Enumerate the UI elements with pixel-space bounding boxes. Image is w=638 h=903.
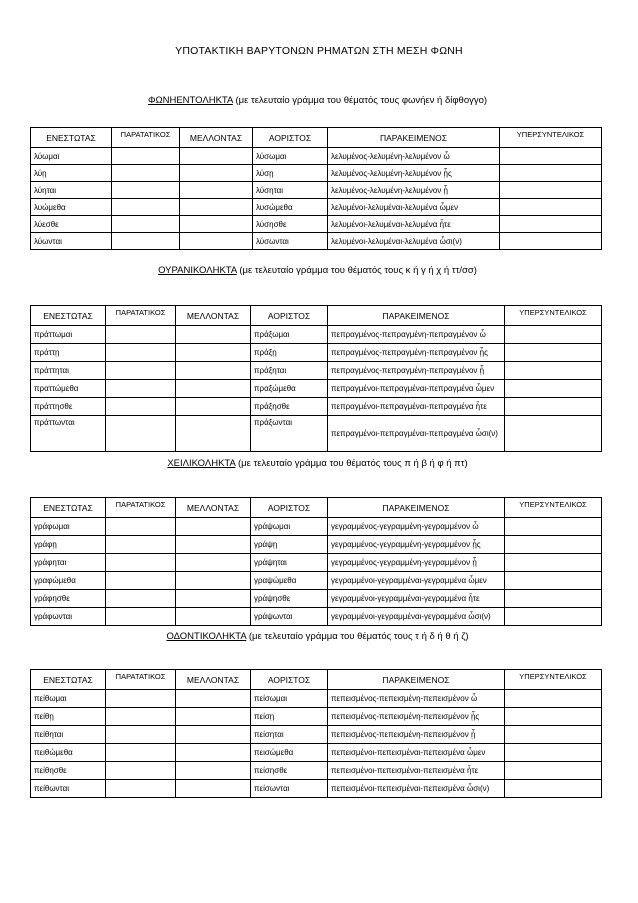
cell-pluperfect (505, 608, 602, 626)
cell-perfect: γεγραμμένοι-γεγραμμέναι-γεγραμμένα ἦτε (328, 590, 505, 608)
cell-imperfect (112, 233, 180, 250)
cell-future (176, 726, 251, 744)
section-name: ΟΔΟΝΤΙΚΟΛΗΚΤΑ (166, 631, 247, 642)
section-heading (30, 95, 605, 106)
cell-present: πείθηται (31, 726, 106, 744)
section-description: (με τελευταίο γράμμα του θέματός τους τ ή δ ή θ ή ζ) (246, 631, 469, 642)
header-pluperfect: ΥΠΕΡΣΥΝΤΕΛΙΚΟΣ (505, 306, 602, 326)
header-pluperfect: ΥΠΕΡΣΥΝΤΕΛΙΚΟΣ (505, 670, 602, 690)
cell-future (176, 572, 251, 590)
table-row (31, 148, 602, 165)
cell-future (176, 744, 251, 762)
cell-aorist: γράψωνται (251, 608, 328, 626)
cell-future (176, 780, 251, 798)
cell-present: λύωνται (31, 233, 112, 250)
cell-perfect: λελυμένοι-λελυμέναι-λελυμένα ὦμεν (328, 199, 500, 216)
cell-pluperfect (505, 590, 602, 608)
cell-perfect: πεπεισμένος-πεπεισμένη-πεπεισμένον ὦ (328, 690, 505, 708)
header-imperfect: ΠΑΡΑΤΑΤΙΚΟΣ (106, 670, 176, 690)
cell-perfect: πεπεισμένοι-πεπεισμέναι-πεπεισμένα ὦμεν (328, 744, 505, 762)
cell-imperfect (106, 416, 176, 452)
cell-present: γράφηται (31, 554, 106, 572)
cell-perfect: πεπραγμένος-πεπραγμένη-πεπραγμένον ὦ (328, 326, 505, 344)
cell-aorist: πείσῃ (251, 708, 328, 726)
table-header-row (31, 306, 602, 326)
table-row (31, 182, 602, 199)
cell-future (180, 233, 253, 250)
header-present: ΕΝΕΣΤΩΤΑΣ (31, 306, 106, 326)
header-future: ΜΕΛΛΟΝΤΑΣ (180, 128, 253, 148)
table-header-row (31, 670, 602, 690)
table-row (31, 708, 602, 726)
cell-future (180, 165, 253, 182)
header-imperfect: ΠΑΡΑΤΑΤΙΚΟΣ (106, 306, 176, 326)
cell-aorist: γράψῃ (251, 536, 328, 554)
header-present: ΕΝΕΣΤΩΤΑΣ (31, 498, 106, 518)
cell-aorist: λύσησθε (253, 216, 328, 233)
section-description: (με τελευταίο γράμμα του θέματός τους φωνήεν ή δίφθογγο) (232, 95, 488, 106)
cell-pluperfect (500, 216, 602, 233)
cell-future (176, 536, 251, 554)
cell-future (176, 416, 251, 452)
cell-imperfect (106, 744, 176, 762)
cell-present: γράφωμαι (31, 518, 106, 536)
conjugation-table (30, 127, 602, 250)
cell-aorist: λύσωνται (253, 233, 328, 250)
section-name: ΧΕΙΛΙΚΟΛΗΚΤΑ (167, 458, 236, 469)
cell-imperfect (106, 536, 176, 554)
header-perfect: ΠΑΡΑΚΕΙΜΕΝΟΣ (328, 128, 500, 148)
header-imperfect: ΠΑΡΑΤΑΤΙΚΟΣ (106, 498, 176, 518)
cell-future (176, 362, 251, 380)
section-description: (με τελευταίο γράμμα του θέματός τους κ ή γ ή χ ή ττ/σσ) (236, 265, 477, 276)
cell-aorist: λύσωμαι (253, 148, 328, 165)
header-perfect: ΠΑΡΑΚΕΙΜΕΝΟΣ (328, 670, 505, 690)
cell-present: πράττωνται (31, 416, 106, 452)
cell-imperfect (112, 148, 180, 165)
cell-pluperfect (500, 165, 602, 182)
cell-future (176, 608, 251, 626)
cell-present: γραφώμεθα (31, 572, 106, 590)
cell-aorist: πράξησθε (251, 398, 328, 416)
cell-perfect: πεπεισμένος-πεπεισμένη-πεπεισμένον ᾖ (328, 726, 505, 744)
cell-imperfect (106, 690, 176, 708)
cell-imperfect (112, 182, 180, 199)
cell-aorist: λύσῃ (253, 165, 328, 182)
cell-imperfect (106, 762, 176, 780)
cell-perfect: λελυμένος-λελυμένη-λελυμένον ᾖ (328, 182, 500, 199)
table-row (31, 362, 602, 380)
table-row (31, 326, 602, 344)
conjugation-table (30, 669, 602, 798)
table-row (31, 572, 602, 590)
cell-pluperfect (505, 398, 602, 416)
cell-imperfect (106, 780, 176, 798)
cell-perfect: γεγραμμένος-γεγραμμένη-γεγραμμένον ᾖ (328, 554, 505, 572)
cell-aorist: λυσώμεθα (253, 199, 328, 216)
cell-perfect: πεπεισμένοι-πεπεισμέναι-πεπεισμένα ἦτε (328, 762, 505, 780)
cell-future (176, 518, 251, 536)
table-row (31, 344, 602, 362)
cell-present: πράττῃ (31, 344, 106, 362)
header-present: ΕΝΕΣΤΩΤΑΣ (31, 128, 112, 148)
cell-pluperfect (500, 148, 602, 165)
table-header-row (31, 498, 602, 518)
section-description: (με τελευταίο γράμμα του θέματός τους π ή β ή φ ή πτ) (235, 458, 468, 469)
cell-future (180, 148, 253, 165)
header-present: ΕΝΕΣΤΩΤΑΣ (31, 670, 106, 690)
table-header-row (31, 128, 602, 148)
cell-imperfect (112, 216, 180, 233)
cell-present: λύεσθε (31, 216, 112, 233)
cell-future (180, 216, 253, 233)
table-row (31, 216, 602, 233)
cell-perfect: γεγραμμένοι-γεγραμμέναι-γεγραμμένα ὦμεν (328, 572, 505, 590)
cell-perfect: πεπραγμένοι-πεπραγμέναι-πεπραγμένα ἦτε (328, 398, 505, 416)
cell-pluperfect (505, 416, 602, 452)
table-row (31, 199, 602, 216)
cell-perfect: πεπεισμένοι-πεπεισμέναι-πεπεισμένα ὦσι(ν) (328, 780, 505, 798)
cell-aorist: πράξηται (251, 362, 328, 380)
table-row (31, 233, 602, 250)
table-row (31, 554, 602, 572)
cell-aorist: γράψησθε (251, 590, 328, 608)
cell-imperfect (106, 608, 176, 626)
cell-present: πράττησθε (31, 398, 106, 416)
cell-present: πείθῃ (31, 708, 106, 726)
cell-present: γράφωνται (31, 608, 106, 626)
header-future: ΜΕΛΛΟΝΤΑΣ (176, 670, 251, 690)
header-imperfect: ΠΑΡΑΤΑΤΙΚΟΣ (112, 128, 180, 148)
cell-future (176, 398, 251, 416)
cell-present: πραττώμεθα (31, 380, 106, 398)
cell-pluperfect (505, 708, 602, 726)
table-row (31, 744, 602, 762)
cell-imperfect (112, 199, 180, 216)
cell-aorist: πείσηται (251, 726, 328, 744)
cell-present: λύῃ (31, 165, 112, 182)
cell-imperfect (106, 518, 176, 536)
cell-aorist: γραψώμεθα (251, 572, 328, 590)
cell-perfect: λελυμένοι-λελυμέναι-λελυμένα ὦσι(ν) (328, 233, 500, 250)
cell-present: γράφῃ (31, 536, 106, 554)
cell-imperfect (106, 398, 176, 416)
cell-perfect: πεπραγμένος-πεπραγμένη-πεπραγμένον ᾖς (328, 344, 505, 362)
cell-future (180, 182, 253, 199)
cell-pluperfect (505, 762, 602, 780)
header-aorist: ΑΟΡΙΣΤΟΣ (251, 306, 328, 326)
section-heading (30, 458, 605, 469)
cell-aorist: πράξῃ (251, 344, 328, 362)
cell-future (176, 326, 251, 344)
cell-present: γράφησθε (31, 590, 106, 608)
cell-pluperfect (505, 726, 602, 744)
header-pluperfect: ΥΠΕΡΣΥΝΤΕΛΙΚΟΣ (505, 498, 602, 518)
cell-imperfect (106, 362, 176, 380)
cell-pluperfect (505, 690, 602, 708)
section-name: ΟΥΡΑΝΙΚΟΛΗΚΤΑ (158, 265, 237, 276)
cell-perfect: πεπεισμένος-πεπεισμένη-πεπεισμένον ᾖς (328, 708, 505, 726)
cell-future (176, 380, 251, 398)
cell-present: πείθωμαι (31, 690, 106, 708)
table-row (31, 416, 602, 452)
cell-aorist: πράξωμαι (251, 326, 328, 344)
header-aorist: ΑΟΡΙΣΤΟΣ (251, 498, 328, 518)
section-heading (30, 631, 605, 642)
cell-future (176, 590, 251, 608)
cell-present: λύωμαι (31, 148, 112, 165)
cell-perfect: γεγραμμένος-γεγραμμένη-γεγραμμένον ᾖς (328, 536, 505, 554)
cell-pluperfect (500, 199, 602, 216)
cell-imperfect (106, 380, 176, 398)
cell-imperfect (106, 590, 176, 608)
cell-aorist: λύσηται (253, 182, 328, 199)
cell-imperfect (112, 165, 180, 182)
cell-present: λύηται (31, 182, 112, 199)
page-title: ΥΠΟΤΑΚΤΙΚΗ ΒΑΡΥΤΟΝΩΝ ΡΗΜΑΤΩΝ ΣΤΗ ΜΕΣΗ ΦΩΝΗ (175, 45, 463, 57)
cell-pluperfect (500, 182, 602, 199)
cell-present: πείθωνται (31, 780, 106, 798)
cell-pluperfect (505, 554, 602, 572)
table-row (31, 590, 602, 608)
cell-aorist: πείσησθε (251, 762, 328, 780)
cell-pluperfect (500, 233, 602, 250)
section-heading (30, 265, 605, 276)
cell-aorist: γράψωμαι (251, 518, 328, 536)
cell-future (176, 690, 251, 708)
cell-pluperfect (505, 344, 602, 362)
cell-imperfect (106, 572, 176, 590)
cell-aorist: πράξωνται (251, 416, 328, 452)
cell-aorist: πραξώμεθα (251, 380, 328, 398)
conjugation-table (30, 497, 602, 626)
cell-future (176, 708, 251, 726)
header-perfect: ΠΑΡΑΚΕΙΜΕΝΟΣ (328, 306, 505, 326)
cell-present: πείθησθε (31, 762, 106, 780)
cell-perfect: λελυμένοι-λελυμέναι-λελυμένα ἦτε (328, 216, 500, 233)
cell-pluperfect (505, 518, 602, 536)
cell-present: πράττωμαι (31, 326, 106, 344)
cell-present: πράττηται (31, 362, 106, 380)
cell-present: πειθώμεθα (31, 744, 106, 762)
conjugation-table (30, 305, 602, 452)
cell-aorist: πείσωμαι (251, 690, 328, 708)
cell-imperfect (106, 554, 176, 572)
cell-present: λυώμεθα (31, 199, 112, 216)
cell-pluperfect (505, 362, 602, 380)
table-row (31, 762, 602, 780)
cell-pluperfect (505, 572, 602, 590)
cell-aorist: πεισώμεθα (251, 744, 328, 762)
table-row (31, 165, 602, 182)
table-row (31, 380, 602, 398)
header-aorist: ΑΟΡΙΣΤΟΣ (253, 128, 328, 148)
cell-perfect: πεπραγμένοι-πεπραγμέναι-πεπραγμένα ὦμεν (328, 380, 505, 398)
cell-perfect: γεγραμμένος-γεγραμμένη-γεγραμμένον ὦ (328, 518, 505, 536)
cell-future (176, 762, 251, 780)
cell-future (176, 344, 251, 362)
cell-pluperfect (505, 780, 602, 798)
cell-pluperfect (505, 744, 602, 762)
cell-perfect: πεπραγμένος-πεπραγμένη-πεπραγμένον ᾖ (328, 362, 505, 380)
header-perfect: ΠΑΡΑΚΕΙΜΕΝΟΣ (328, 498, 505, 518)
header-pluperfect: ΥΠΕΡΣΥΝΤΕΛΙΚΟΣ (500, 128, 602, 148)
table-row (31, 608, 602, 626)
cell-aorist: πείσωνται (251, 780, 328, 798)
cell-future (180, 199, 253, 216)
cell-imperfect (106, 726, 176, 744)
cell-imperfect (106, 326, 176, 344)
table-row (31, 398, 602, 416)
cell-perfect: γεγραμμένοι-γεγραμμέναι-γεγραμμένα ὦσι(ν) (328, 608, 505, 626)
header-aorist: ΑΟΡΙΣΤΟΣ (251, 670, 328, 690)
table-row (31, 518, 602, 536)
cell-perfect: λελυμένος-λελυμένη-λελυμένον ὦ (328, 148, 500, 165)
table-row (31, 536, 602, 554)
cell-imperfect (106, 708, 176, 726)
table-row (31, 690, 602, 708)
table-row (31, 780, 602, 798)
header-future: ΜΕΛΛΟΝΤΑΣ (176, 498, 251, 518)
cell-pluperfect (505, 536, 602, 554)
cell-pluperfect (505, 326, 602, 344)
header-future: ΜΕΛΛΟΝΤΑΣ (176, 306, 251, 326)
section-name: ΦΩΝΗΕΝΤΟΛΗΚΤΑ (147, 95, 233, 106)
cell-pluperfect (505, 380, 602, 398)
cell-aorist: γράψηται (251, 554, 328, 572)
cell-perfect: πεπραγμένοι-πεπραγμέναι-πεπραγμένα ὦσι(ν) (328, 416, 505, 452)
cell-perfect: λελυμένος-λελυμένη-λελυμένον ᾖς (328, 165, 500, 182)
cell-future (176, 554, 251, 572)
cell-imperfect (106, 344, 176, 362)
table-row (31, 726, 602, 744)
